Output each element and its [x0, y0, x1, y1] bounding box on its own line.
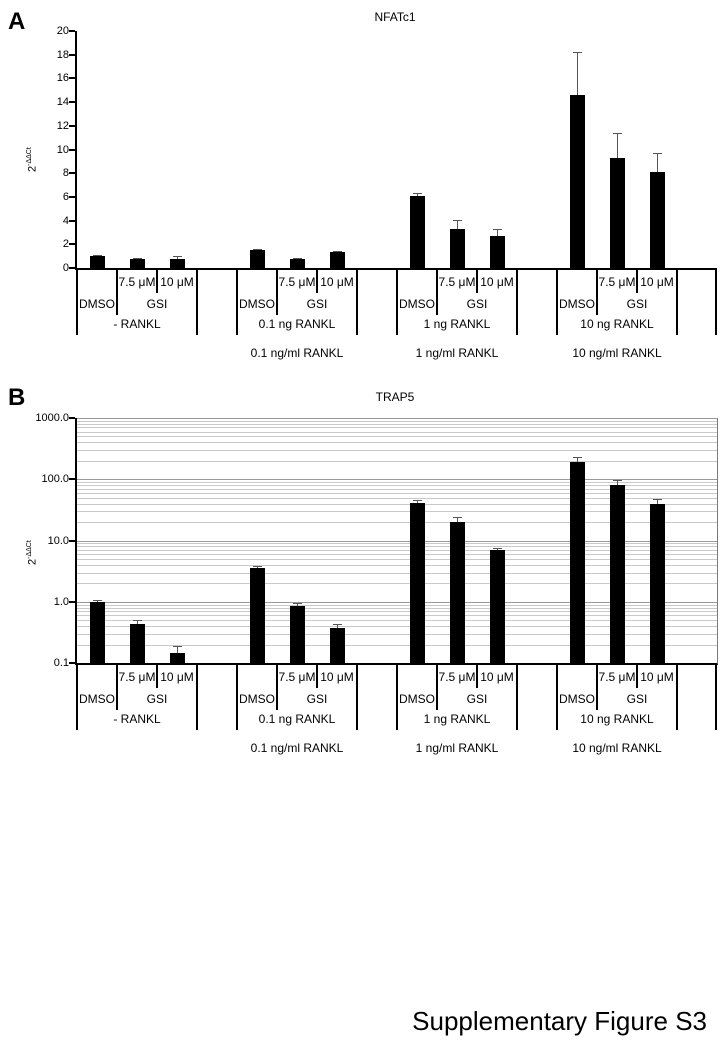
treatment-label: DMSO	[79, 297, 115, 311]
category-separator	[676, 663, 678, 730]
treatment-label: GSI	[146, 297, 168, 311]
y-axis-tick-label: 0.1	[53, 657, 69, 669]
category-separator	[316, 663, 318, 688]
chart-b-plot-area	[35, 412, 718, 755]
treatment-label: GSI	[626, 297, 648, 311]
figure-caption: Supplementary Figure S3	[412, 1006, 707, 1036]
rankl-group-label: 0.1 ng RANKL	[258, 317, 336, 331]
category-separator	[356, 268, 358, 335]
treatment-label: GSI	[306, 297, 328, 311]
treatment-label: DMSO	[399, 297, 435, 311]
y-axis-tick-label: 20	[56, 25, 69, 37]
bar	[610, 485, 625, 663]
bar	[90, 602, 105, 663]
error-bar-cap	[133, 620, 142, 621]
rankl-group-label: 0.1 ng RANKL	[258, 712, 336, 726]
category-separator	[356, 663, 358, 730]
bar	[450, 522, 465, 663]
category-separator	[516, 663, 518, 730]
rankl-group-label: 10 ng RANKL	[580, 712, 654, 726]
y-axis-tick	[69, 172, 75, 174]
dose-label: 7.5 μM	[438, 670, 476, 684]
error-bar-cap	[173, 646, 182, 647]
y-axis-tick-label: 14	[56, 96, 69, 109]
y-axis-tick	[69, 196, 75, 198]
category-separator	[596, 663, 598, 710]
y-axis-tick	[69, 101, 75, 103]
dose-label: 7.5 μM	[598, 275, 636, 289]
error-bar-cap	[293, 258, 302, 259]
bar	[410, 503, 425, 663]
category-separator	[396, 663, 398, 730]
y-label-base: 2	[26, 558, 39, 565]
dose-label: 7.5 μM	[118, 275, 156, 289]
bar	[130, 259, 145, 268]
y-axis-tick-label: 4	[62, 214, 69, 227]
dose-label: 7.5 μM	[278, 275, 316, 289]
category-separator	[276, 268, 278, 315]
gridline	[77, 482, 717, 483]
category-separator	[76, 268, 78, 335]
chart-a-plot-area	[56, 25, 717, 360]
treatment-label: GSI	[466, 692, 488, 706]
y-axis-tick-label: 12	[56, 119, 69, 132]
y-axis-tick-label: 6	[62, 190, 69, 203]
y-label-base: 2	[26, 165, 39, 172]
treatment-label: DMSO	[79, 692, 115, 706]
bar	[490, 236, 505, 268]
bar	[410, 196, 425, 268]
category-separator	[556, 663, 558, 730]
error-bar	[657, 153, 658, 172]
dose-label: 7.5 μM	[118, 670, 156, 684]
error-bar-cap	[93, 255, 102, 256]
error-bar-cap	[413, 500, 422, 501]
bar	[250, 250, 265, 268]
error-bar-cap	[453, 517, 462, 518]
category-separator	[556, 268, 558, 335]
panel-b-letter: B	[8, 384, 26, 411]
dose-label: 10 μM	[480, 670, 514, 684]
category-separator	[276, 663, 278, 710]
bar	[570, 95, 585, 268]
bar	[290, 606, 305, 663]
category-separator	[236, 268, 238, 335]
gridline	[77, 424, 717, 425]
treatment-label: GSI	[466, 297, 488, 311]
chart-a-title: NFATc1	[374, 10, 416, 24]
category-separator	[715, 268, 717, 335]
bar	[650, 172, 665, 268]
dose-label: 10 μM	[640, 670, 674, 684]
category-separator	[636, 268, 638, 293]
rankl-group-label: 10 ng RANKL	[580, 317, 654, 331]
error-bar-cap	[493, 548, 502, 549]
y-axis-tick	[69, 54, 75, 56]
error-bar-cap	[653, 499, 662, 500]
rankl-concentration-label: 10 ng/ml RANKL	[572, 741, 662, 755]
error-bar-cap	[573, 457, 582, 458]
y-axis-tick-label: 18	[56, 48, 69, 61]
rankl-concentration-label: 10 ng/ml RANKL	[572, 346, 662, 360]
dose-label: 10 μM	[160, 670, 194, 684]
bar	[170, 653, 185, 663]
gridline	[77, 418, 717, 419]
rankl-concentration-label: 1 ng/ml RANKL	[415, 346, 499, 360]
rankl-group-label: 1 ng RANKL	[423, 712, 491, 726]
y-axis-tick-label: 0	[62, 262, 69, 274]
y-axis-tick-label: 100.0	[41, 473, 69, 486]
treatment-label: DMSO	[399, 692, 435, 706]
bar	[330, 628, 345, 663]
rankl-group-label: 1 ng RANKL	[423, 317, 491, 331]
error-bar-cap	[253, 249, 262, 250]
treatment-label: DMSO	[239, 692, 275, 706]
treatment-label: GSI	[306, 692, 328, 706]
y-axis-tick	[69, 267, 75, 269]
error-bar	[457, 220, 458, 229]
category-separator	[596, 268, 598, 315]
y-axis-tick	[69, 243, 75, 245]
category-separator	[156, 663, 158, 688]
bar	[490, 550, 505, 663]
error-bar-cap	[613, 133, 622, 134]
gridline	[77, 442, 717, 443]
category-separator	[516, 268, 518, 335]
error-bar-cap	[293, 603, 302, 604]
bar	[250, 568, 265, 663]
dose-label: 7.5 μM	[598, 670, 636, 684]
error-bar-cap	[253, 566, 262, 567]
rankl-group-label: - RANKL	[113, 712, 161, 726]
chart-b-title: TRAP5	[375, 390, 415, 404]
dose-label: 7.5 μM	[438, 275, 476, 289]
error-bar-cap	[173, 256, 182, 257]
error-bar-cap	[573, 52, 582, 53]
bar	[290, 259, 305, 268]
rankl-concentration-label: 0.1 ng/ml RANKL	[250, 741, 344, 755]
category-separator	[636, 663, 638, 688]
gridline	[77, 450, 717, 451]
treatment-label: DMSO	[239, 297, 275, 311]
y-axis-tick-label: 16	[56, 72, 69, 85]
bar	[90, 256, 105, 268]
treatment-label: GSI	[146, 692, 168, 706]
category-separator	[196, 663, 198, 730]
gridline	[77, 461, 717, 462]
y-axis-tick	[69, 417, 75, 419]
category-separator	[316, 268, 318, 293]
rankl-concentration-label: 0.1 ng/ml RANKL	[250, 346, 344, 360]
treatment-label: GSI	[626, 692, 648, 706]
gridline	[77, 436, 717, 437]
bar	[610, 158, 625, 268]
category-separator	[156, 268, 158, 293]
bar	[330, 252, 345, 268]
bar	[570, 462, 585, 663]
y-axis-tick	[69, 540, 75, 542]
y-axis-tick	[69, 149, 75, 151]
category-separator	[436, 268, 438, 315]
y-axis-tick	[69, 77, 75, 79]
error-bar	[617, 133, 618, 158]
category-separator	[715, 663, 717, 730]
bar	[650, 504, 665, 663]
y-label-superscript: -ΔΔCt	[26, 147, 33, 166]
treatment-label: DMSO	[559, 692, 595, 706]
y-axis-tick-label: 10	[56, 143, 69, 156]
gridline	[77, 421, 717, 422]
error-bar-cap	[613, 480, 622, 481]
error-bar-cap	[93, 600, 102, 601]
error-bar-cap	[133, 258, 142, 259]
dose-label: 10 μM	[160, 275, 194, 289]
y-axis-tick	[69, 601, 75, 603]
y-label-superscript: -ΔΔCt	[26, 540, 33, 559]
dose-label: 10 μM	[640, 275, 674, 289]
treatment-label: DMSO	[559, 297, 595, 311]
category-separator	[436, 663, 438, 710]
error-bar-cap	[653, 153, 662, 154]
y-axis-tick	[69, 30, 75, 32]
y-axis-tick-label: 1.0	[53, 595, 69, 608]
bar	[130, 624, 145, 663]
error-bar-cap	[413, 193, 422, 194]
bar	[170, 259, 185, 268]
error-bar	[577, 52, 578, 95]
dose-label: 7.5 μM	[278, 670, 316, 684]
y-axis-tick-label: 2	[62, 238, 69, 251]
y-axis-tick-label: 1000.0	[35, 412, 69, 424]
error-bar-cap	[333, 624, 342, 625]
bar	[450, 229, 465, 268]
y-axis-tick	[69, 478, 75, 480]
dose-label: 10 μM	[320, 275, 354, 289]
gridline	[77, 432, 717, 433]
dose-label: 10 μM	[320, 670, 354, 684]
error-bar-cap	[493, 229, 502, 230]
category-separator	[476, 663, 478, 688]
y-axis-tick-label: 10.0	[47, 534, 69, 547]
category-separator	[476, 268, 478, 293]
y-axis-tick	[69, 662, 75, 664]
rankl-group-label: - RANKL	[113, 317, 161, 331]
category-separator	[196, 268, 198, 335]
gridline	[77, 427, 717, 428]
category-separator	[396, 268, 398, 335]
category-separator	[116, 663, 118, 710]
y-axis-tick	[69, 125, 75, 127]
error-bar-cap	[333, 251, 342, 252]
error-bar	[177, 646, 178, 653]
dose-label: 10 μM	[480, 275, 514, 289]
category-separator	[116, 268, 118, 315]
category-separator	[76, 663, 78, 730]
panel-a-letter: A	[8, 8, 26, 35]
error-bar-cap	[453, 220, 462, 221]
y-axis-tick-label: 8	[62, 167, 69, 180]
category-separator	[676, 268, 678, 335]
rankl-concentration-label: 1 ng/ml RANKL	[415, 741, 499, 755]
category-separator	[236, 663, 238, 730]
y-axis-tick	[69, 220, 75, 222]
